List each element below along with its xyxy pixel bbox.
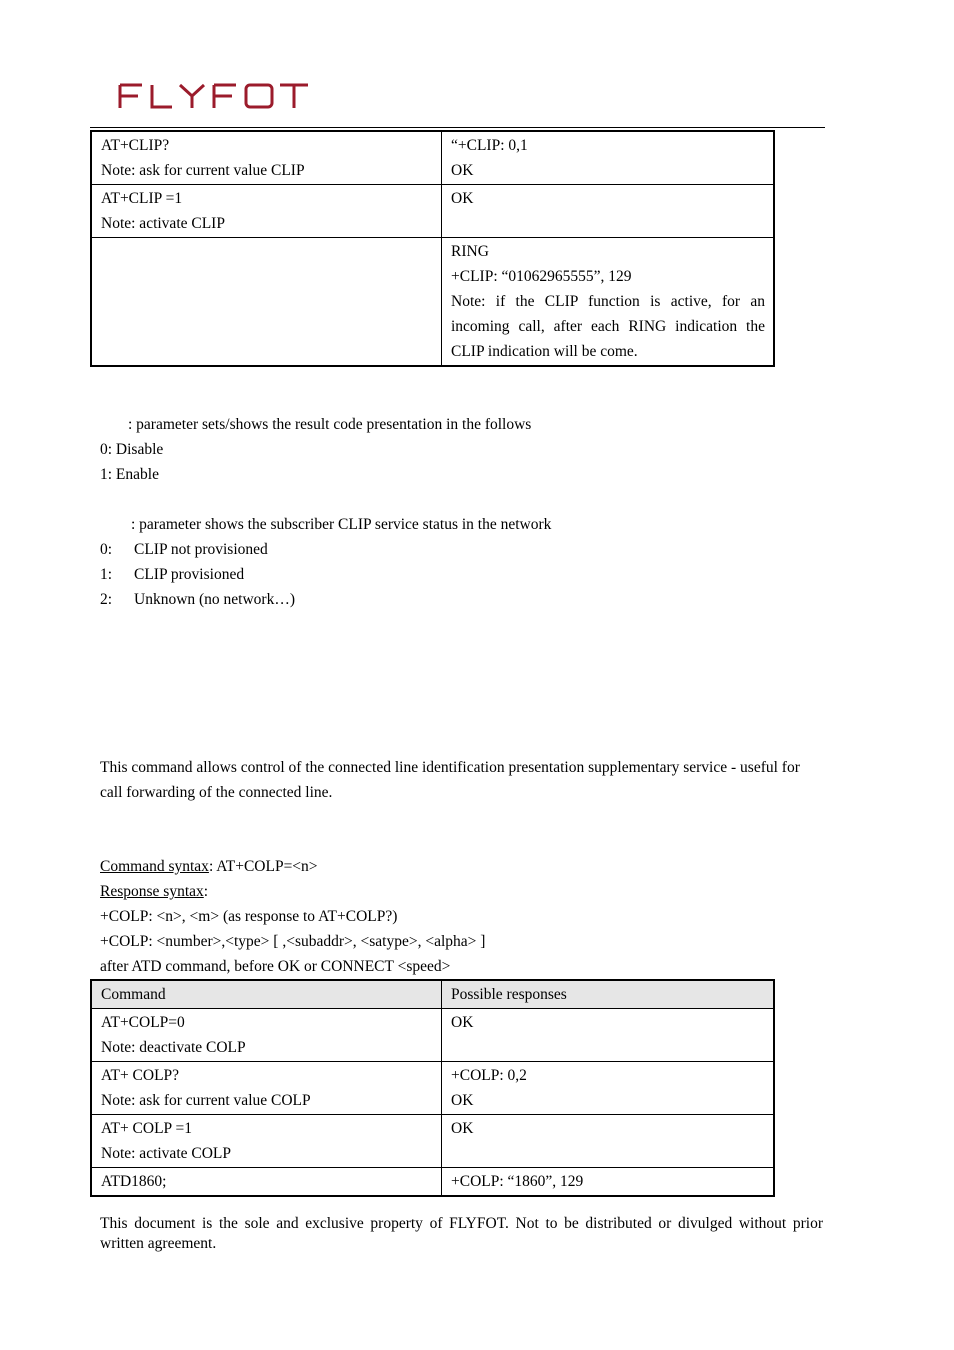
table-row bbox=[91, 1009, 774, 1062]
response-syntax: Response syntax: bbox=[100, 883, 209, 900]
response-syntax-line: +COLP: <n>, <m> (as response to AT+COLP?) bbox=[100, 908, 398, 925]
response-cell: +COLP: “1860”, 129 bbox=[442, 1168, 775, 1197]
param-n-option: 1: Enable bbox=[100, 466, 159, 483]
command-cell bbox=[91, 238, 442, 367]
header-rule bbox=[90, 127, 825, 128]
response-cell: OK bbox=[442, 1115, 775, 1168]
param-n-description: : parameter sets/shows the result code presentation in the follows bbox=[128, 416, 532, 433]
param-m-option: 0: CLIP not provisioned bbox=[100, 541, 268, 558]
table-row bbox=[91, 238, 774, 367]
table-row bbox=[91, 131, 774, 185]
command-cell: ATD1860; bbox=[91, 1168, 442, 1197]
table-row bbox=[91, 1062, 774, 1115]
response-cell: OK bbox=[442, 1009, 775, 1062]
param-m-option: 1: CLIP provisioned bbox=[100, 566, 245, 583]
command-cell: AT+CLIP =1 Note: activate CLIP bbox=[91, 185, 442, 238]
flyfot-logo-mark bbox=[118, 80, 312, 110]
param-m-description: : parameter shows the subscriber CLIP service status in the network bbox=[131, 516, 552, 533]
param-m-option: 2: Unknown (no network…) bbox=[100, 591, 296, 608]
table-row bbox=[91, 1168, 774, 1197]
column-header: Command bbox=[91, 980, 442, 1009]
command-syntax: Command syntax: AT+COLP=<n> bbox=[100, 858, 318, 875]
footer-disclaimer: This document is the sole and exclusive property of FLYFOT. Not to be distributed or divulged without prior written agreement. bbox=[100, 1215, 823, 1252]
clip-command-table bbox=[90, 130, 775, 367]
response-cell: OK bbox=[442, 185, 775, 238]
response-cell: RING +CLIP: “01062965555”, 129 Note: if the CLIP function is active, for an incoming call, after each RING indication the CLIP indication will be come. bbox=[442, 238, 775, 367]
response-cell: “+CLIP: 0,1 OK bbox=[442, 131, 775, 185]
command-cell: AT+COLP=0 Note: deactivate COLP bbox=[91, 1009, 442, 1062]
response-syntax-line: after ATD command, before OK or CONNECT <speed> bbox=[100, 958, 451, 975]
command-cell: AT+ COLP? Note: ask for current value COLP bbox=[91, 1062, 442, 1115]
column-header: Possible responses bbox=[442, 980, 775, 1009]
response-cell: +COLP: 0,2 OK bbox=[442, 1062, 775, 1115]
table-row bbox=[91, 185, 774, 238]
colp-command-table bbox=[90, 979, 775, 1197]
command-cell: AT+CLIP? Note: ask for current value CLIP bbox=[91, 131, 442, 185]
command-cell: AT+ COLP =1 Note: activate COLP bbox=[91, 1115, 442, 1168]
table-header-row bbox=[91, 980, 774, 1009]
flyfot-logo bbox=[118, 80, 312, 115]
response-syntax-line: +COLP: <number>,<type> [ ,<subaddr>, <satype>, <alpha> ] bbox=[100, 933, 486, 950]
param-n-option: 0: Disable bbox=[100, 441, 164, 458]
table-row bbox=[91, 1115, 774, 1168]
colp-description: This command allows control of the connected line identification presentation supplementary service - useful for call forwarding of the connected line. bbox=[100, 759, 800, 801]
